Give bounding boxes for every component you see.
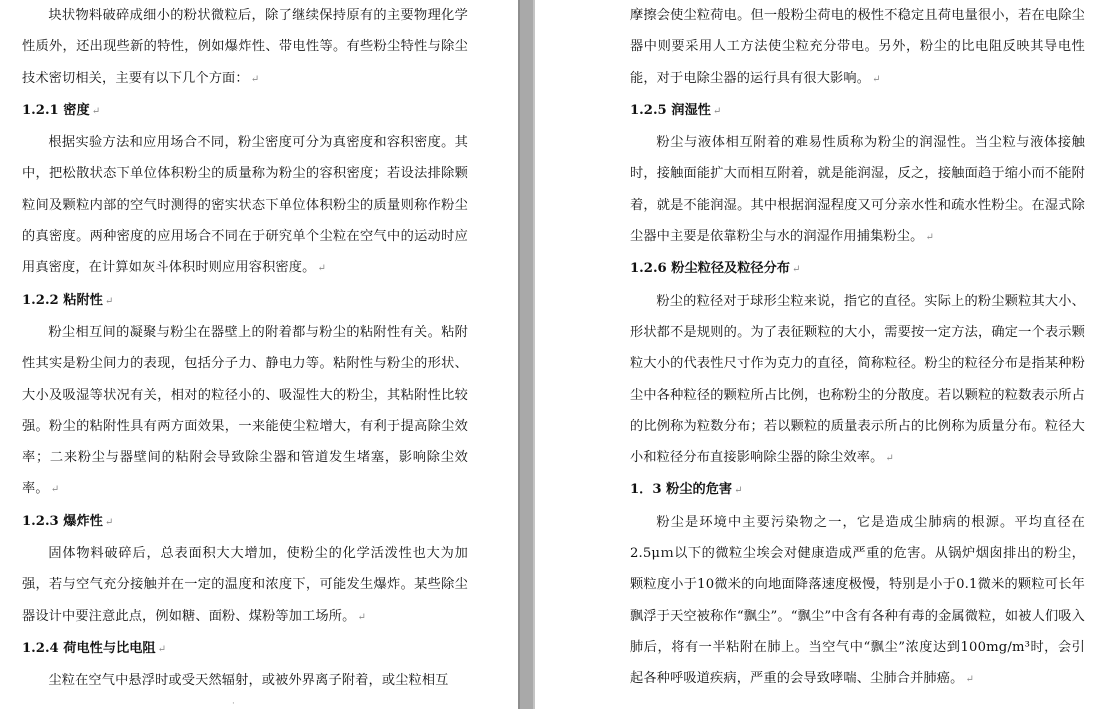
page-footer-mark: · bbox=[232, 699, 235, 709]
page-left-text-column bbox=[22, 0, 468, 697]
paragraph-mark-icon: ↵ bbox=[965, 674, 974, 686]
section-heading-wettability: 1.2.5 润湿性 ↵ bbox=[630, 102, 722, 118]
section-heading-density: 1.2.1 密度 ↵ bbox=[22, 102, 101, 118]
paragraph-mark-icon: ↵ bbox=[712, 105, 722, 117]
adhesion-paragraph: 粉尘相互间的凝聚与粉尘在器壁上的附着都与粉尘的粘附性有关。粘附性其实是粉尘间力的表现，包括分子力、静电力等。粘附性与粉尘的形状、大小及吸湿等状况有关，相对的粒径小的、吸湿性大的粉尘，其粘附性比较强。粉尘的粘附性具有两方面效果，一来能使尘粒增大，有利于提高除尘效率；二来粉尘与器壁间的粘附会导致除尘器和管道发生堵塞，影响除尘效率。 ↵ bbox=[22, 324, 468, 497]
paragraph-mark-icon: ↵ bbox=[792, 264, 801, 276]
dust-hazards-paragraph: 粉尘是环境中主要污染物之一，它是造成尘肺病的根源。平均直径在2.5μｍ以下的微粒尘埃会对健康造成严重的危害。从锅炉烟囱排出的粉尘，颗粒度小于10微米的向地面降落速度极慢，特别是小于0.1微米的颗粒可长年飘浮于天空被称作“飘尘”。“飘尘”中含有各种有毒的金属微粒，如被人们吸入肺后，将有一半粘附在肺上。当空气中“飘尘”浓度达到100mg/m³时，会引起各种呼吸道疾病，严重的会导致哮喘、尘肺合并肺癌。 ↵ bbox=[630, 514, 1085, 687]
section-heading-charge-resistivity: 1.2.4 荷电性与比电阻 ↵ bbox=[22, 640, 167, 656]
paragraph-mark-icon: ↵ bbox=[50, 484, 60, 496]
page-right-text-column bbox=[630, 0, 1085, 696]
paragraph-mark-icon: ↵ bbox=[317, 263, 326, 275]
charge-paragraph-start: 尘粒在空气中悬浮时或受天然辐射，或被外界离子附着，或尘粒相互 bbox=[48, 673, 449, 689]
density-paragraph: 根据实验方法和应用场合不同，粉尘密度可分为真密度和容积密度。其中，把松散状态下单位体积粉尘的质量称为粉尘的容积密度；若设法排除颗粒间及颗粒内部的空气时测得的密实状态下单位体积粉尘的质量则称作粉尘的真密度。两种密度的应用场合不同在于研究单个尘粒在空气中的运动时应用真密度，在计算如灰斗体积时则应用容积密度。 ↵ bbox=[22, 135, 468, 276]
page-gutter-edge-left bbox=[518, 0, 520, 709]
particle-size-paragraph: 粉尘的粒径对于球形尘粒来说，指它的直径。实际上的粉尘颗粒其大小、形状都不是规则的。为了表征颗粒的大小，需要按一定方法，确定一个表示颗粒大小的代表性尺寸作为克力的直径，简称粒径。粉尘的粒径分布是指某种粉尘中各种粒径的颗粒所占比例，也称粉尘的分散度。若以颗粒的粒数表示所占的比例称为粒数分布；若以颗粒的质量表示所占的比例称为质量分布。粒径大小和粒径分布直接影响除尘器的除尘效率。 ↵ bbox=[630, 293, 1085, 466]
paragraph-mark-icon: ↵ bbox=[250, 73, 260, 85]
document-page-left bbox=[0, 0, 518, 709]
paragraph-mark-icon: ↵ bbox=[104, 516, 114, 528]
section-heading-dust-hazards: 1．3 粉尘的危害 ↵ bbox=[630, 482, 743, 498]
paragraph-mark-icon: ↵ bbox=[357, 611, 366, 623]
section-heading-explosiveness: 1.2.3 爆炸性 ↵ bbox=[22, 513, 114, 529]
paragraph-mark-icon: ↵ bbox=[734, 485, 743, 497]
wettability-paragraph: 粉尘与液体相互附着的难易性质称为粉尘的润湿性。当尘粒与液体接触时，接触面能扩大而相互附着，就是能润湿，反之，接触面趋于缩小而不能附着，就是不能润湿。其中根据润湿程度又可分亲水性和疏水性粉尘。在湿式除尘器中主要是依靠粉尘与水的润湿作用捕集粉尘。 ↵ bbox=[630, 135, 1085, 245]
paragraph-mark-icon: ↵ bbox=[104, 295, 114, 307]
document-page-right bbox=[535, 0, 1112, 709]
intro-paragraph: 块状物料破碎成细小的粉状微粒后，除了继续保持原有的主要物理化学性质外，还出现些新的特性，例如爆炸性、带电性等。有些粉尘特性与除尘技术密切相关，主要有以下几个方面： ↵ bbox=[22, 8, 468, 86]
paragraph-mark-icon: ↵ bbox=[872, 73, 881, 85]
section-heading-adhesion: 1.2.2 粘附性 ↵ bbox=[22, 292, 114, 308]
charge-paragraph-continued: 摩擦会使尘粒荷电。但一般粉尘荷电的极性不稳定且荷电量很小，若在电除尘器中则要采用人工方法使尘粒充分带电。另外，粉尘的比电阻反映其导电性能，对于电除尘器的运行具有很大影响。 ↵ bbox=[630, 8, 1085, 86]
paragraph-mark-icon: ↵ bbox=[157, 643, 167, 655]
paragraph-mark-icon: ↵ bbox=[885, 453, 894, 465]
explosiveness-paragraph: 固体物料破碎后，总表面积大大增加，使粉尘的化学活泼性也大为加强，若与空气充分接触并在一定的温度和浓度下，可能发生爆炸。某些除尘器设计中要注意此点，例如糖、面粉、煤粉等加工场所。 ↵ bbox=[22, 546, 468, 624]
section-heading-particle-size: 1.2.6 粉尘粒径及粒径分布 ↵ bbox=[630, 261, 801, 277]
paragraph-mark-icon: ↵ bbox=[925, 232, 934, 244]
paragraph-mark-icon: ↵ bbox=[91, 105, 101, 117]
